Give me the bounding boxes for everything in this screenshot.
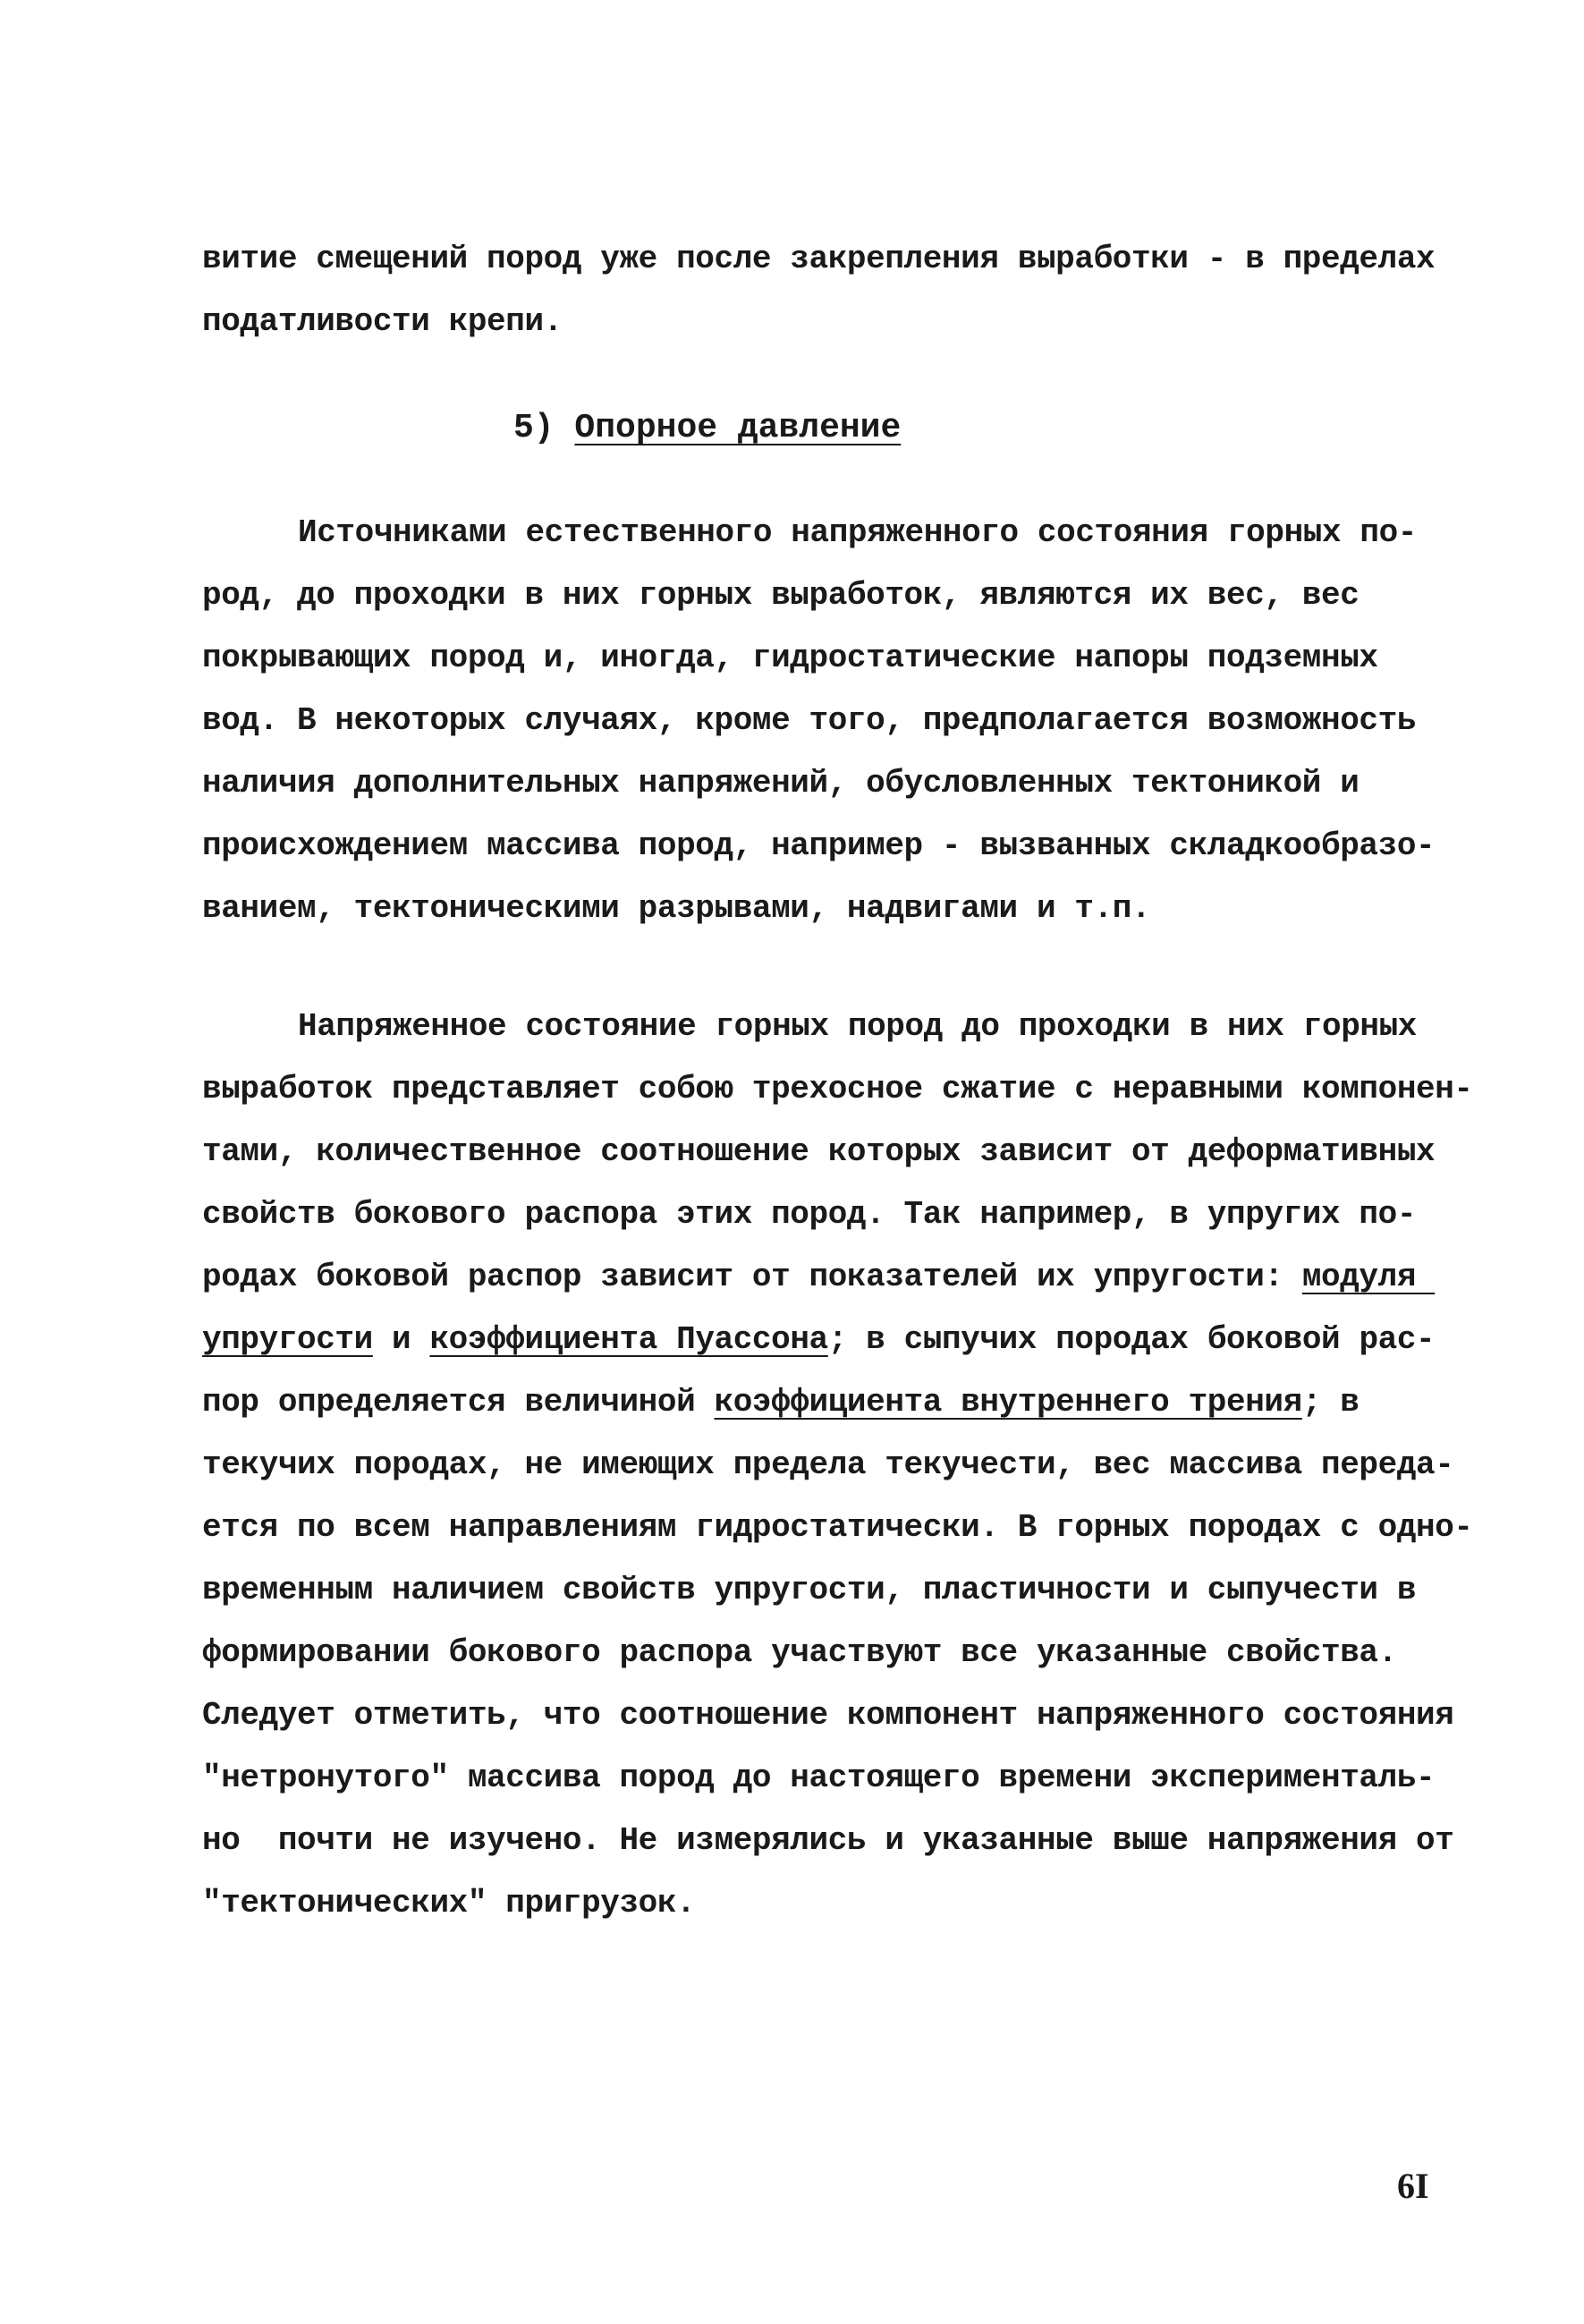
- text-line: тами, количественное соотношение которых зависит от деформативных: [202, 1133, 1436, 1170]
- heading-number: 5): [513, 409, 575, 447]
- text-line: выработок представляет собою трехосное сжатие с неравными компонен-: [202, 1071, 1473, 1107]
- text-line: податливости крепи.: [202, 303, 563, 340]
- section-heading: [513, 411, 901, 445]
- text-line: Следует отметить, что соотношение компонент напряженного состояния: [202, 1697, 1454, 1734]
- heading-title: Опорное давление: [574, 409, 902, 447]
- underlined-term: упругости: [202, 1321, 373, 1358]
- text-span: и: [372, 1321, 430, 1358]
- text-line: ется по всем направлениям гидростатически. В горных породах с одно-: [202, 1509, 1473, 1546]
- underlined-term: модуля: [1301, 1259, 1436, 1295]
- text-line: Напряженное состояние горных пород до проходки в них горных: [298, 1008, 1418, 1045]
- page-number: 6I: [1397, 2166, 1429, 2206]
- text-span: пор определяется величиной: [202, 1384, 715, 1421]
- text-span: ; в: [1301, 1384, 1360, 1421]
- text-line: формировании бокового распора участвуют все указанные свойства.: [202, 1634, 1397, 1671]
- text-span: ; в сыпучих породах боковой рас-: [827, 1321, 1436, 1358]
- text-line: Источниками естественного напряженного состояния горных по-: [298, 514, 1418, 551]
- text-line: но почти не изучено. Не измерялись и указанные выше напряжения от: [202, 1822, 1454, 1859]
- text-line: ванием, тектоническими разрывами, надвигами и т.п.: [202, 890, 1151, 927]
- text-line: [202, 1261, 1435, 1293]
- text-line: витие смещений пород уже после закрепления выработки - в пределах: [202, 241, 1436, 277]
- underlined-term: коэффициента внутреннего трения: [714, 1384, 1302, 1421]
- text-span: родах боковой распор зависит от показателей их упругости:: [202, 1259, 1302, 1295]
- text-line: род, до проходки в них горных выработок, являются их вес, вес: [202, 577, 1360, 614]
- text-line: вод. В некоторых случаях, кроме того, предполагается возможность: [202, 702, 1417, 739]
- underlined-term: коэффициента Пуассона: [429, 1321, 828, 1358]
- text-line: свойств бокового распора этих пород. Так например, в упругих по-: [202, 1196, 1417, 1233]
- text-line: "тектонических" пригрузок.: [202, 1885, 696, 1921]
- text-line: происхождением массива пород, например - вызванных складкообразо-: [202, 827, 1436, 864]
- text-line: текучих породах, не имеющих предела текучести, вес массива переда-: [202, 1446, 1454, 1483]
- text-line: наличия дополнительных напряжений, обусловленных тектоникой и: [202, 765, 1360, 802]
- text-line: покрывающих пород и, иногда, гидростатические напоры подземных: [202, 640, 1378, 676]
- text-line: [202, 1384, 1360, 1421]
- text-line: [202, 1321, 1436, 1358]
- text-line: "нетронутого" массива пород до настоящего времени эксперименталь-: [202, 1760, 1436, 1796]
- text-line: временным наличием свойств упругости, пластичности и сыпучести в: [202, 1572, 1417, 1608]
